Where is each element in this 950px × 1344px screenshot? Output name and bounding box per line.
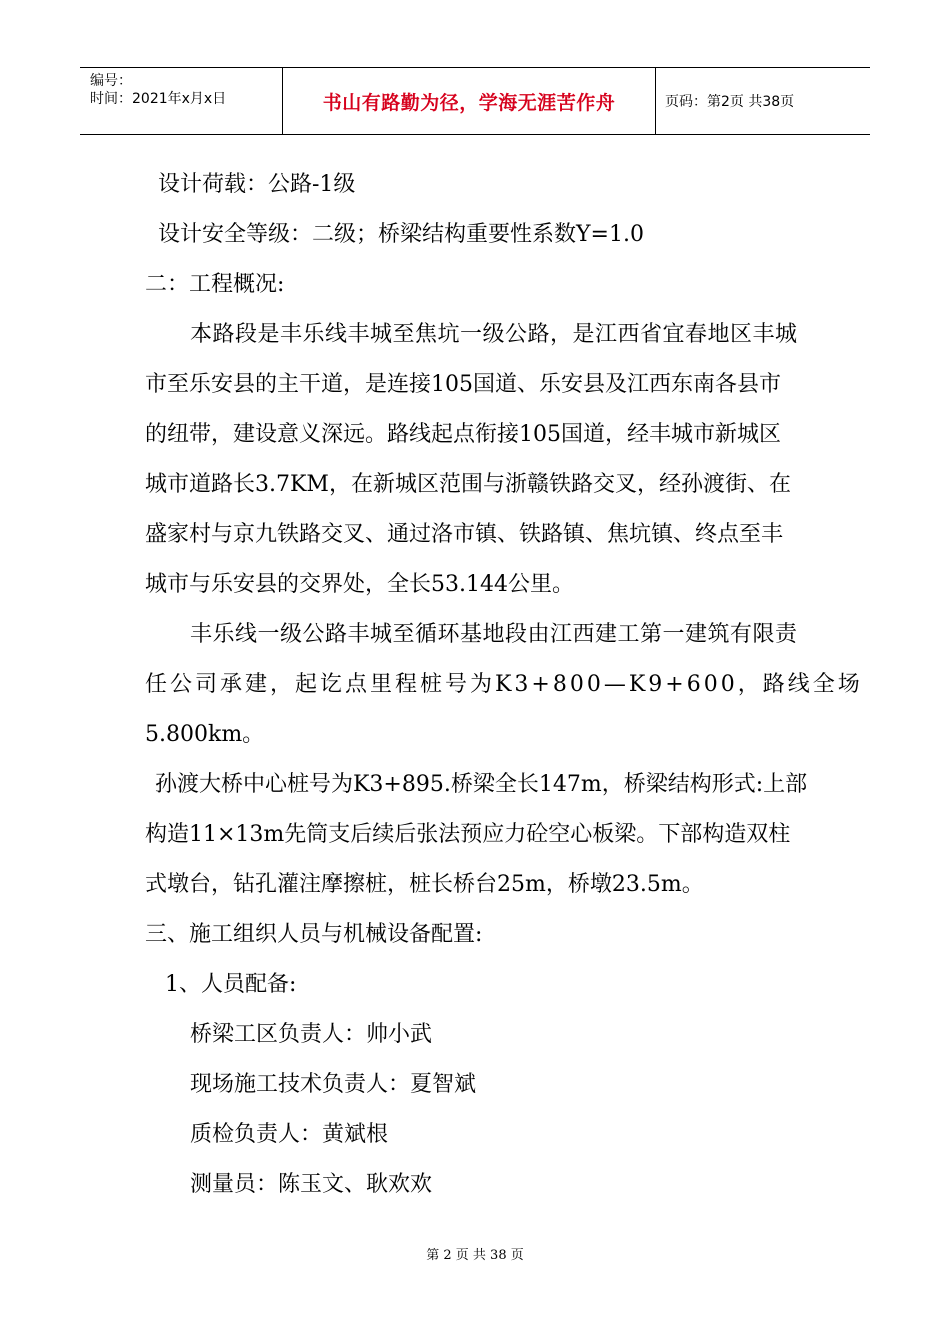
header-page-info: 页码：第2页 共38页 — [665, 94, 795, 110]
time-label: 时间：2021年x月x日 — [90, 91, 227, 107]
paragraph-line: 丰乐线一级公路丰城至循环基地段由江西建工第一建筑有限责 — [190, 622, 798, 647]
paragraph-line: 孙渡大桥中心桩号为K3+895.桥梁全长147m，桥梁结构形式:上部 — [155, 772, 808, 797]
paragraph-line: 城市与乐安县的交界处，全长53.144公里。 — [145, 572, 574, 597]
paragraph-line: 的纽带，建设意义深远。路线起点衔接105国道，经丰城市新城区 — [145, 422, 781, 447]
header-motto: 书山有路勤为径，学海无涯苦作舟 — [322, 91, 616, 114]
paragraph-line: 城市道路长3.7KM，在新城区范围与浙赣铁路交叉，经孙渡街、在 — [145, 472, 791, 497]
subsection-heading-personnel: 1、人员配备: — [165, 972, 297, 997]
paragraph-line: 式墩台，钻孔灌注摩擦桩，桩长桥台25m，桥墩23.5m。 — [145, 872, 704, 897]
personnel-item: 测量员：陈玉文、耿欢欢 — [190, 1172, 433, 1197]
number-label: 编号： — [90, 73, 132, 89]
safety-grade-line: 设计安全等级：二级；桥梁结构重要性系数Y=1.0 — [158, 222, 644, 247]
personnel-item: 质检负责人：黄斌根 — [190, 1122, 389, 1147]
paragraph-line: 任公司承建，起讫点里程桩号为K3+800—K9+600，路线全场 — [145, 672, 863, 697]
paragraph-line: 本路段是丰乐线丰城至焦坑一级公路，是江西省宜春地区丰城 — [190, 322, 798, 347]
paragraph-line: 市至乐安县的主干道，是连接105国道、乐安县及江西东南各县市 — [145, 372, 781, 397]
section-heading-overview: 二：工程概况: — [145, 272, 285, 297]
paragraph-line: 5.800km。 — [145, 722, 265, 747]
paragraph-line: 构造11×13m先筒支后续后张法预应力砼空心板梁。下部构造双柱 — [145, 822, 791, 847]
page-header — [80, 67, 870, 135]
page-footer: 第 2 页 共 38 页 — [426, 1248, 524, 1263]
paragraph-line: 盛家村与京九铁路交叉、通过洛市镇、铁路镇、焦坑镇、终点至丰 — [145, 522, 784, 547]
section-heading-staffing: 三、施工组织人员与机械设备配置: — [145, 922, 483, 947]
header-info-cell — [80, 68, 282, 134]
design-load-line: 设计荷载：公路-1级 — [158, 172, 356, 197]
personnel-item: 桥梁工区负责人：帅小武 — [190, 1022, 433, 1047]
personnel-item: 现场施工技术负责人：夏智斌 — [190, 1072, 477, 1097]
